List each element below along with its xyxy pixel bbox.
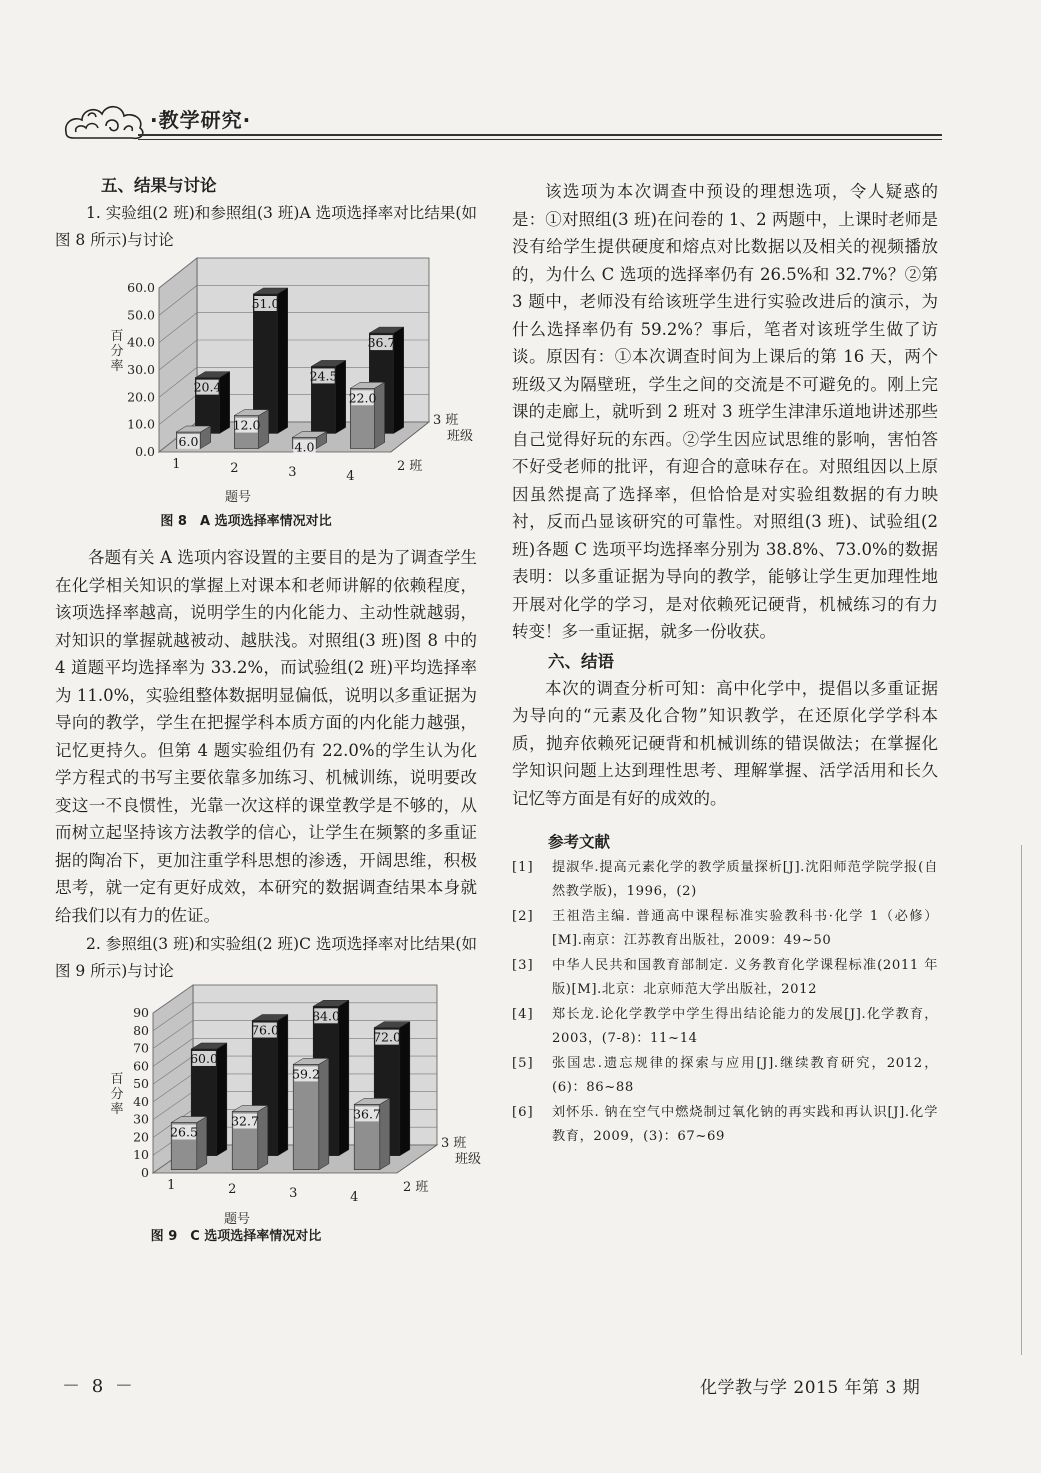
x-tick-label: 4: [350, 1190, 359, 1205]
data-label: 20.4: [193, 379, 222, 395]
x-tick-label: 2: [228, 1182, 237, 1197]
y-tick-label: 30: [133, 1111, 149, 1127]
reference-text: 中华人民共和国教育部制定. 义务教育化学课程标准(2011 年版)[M].北京：北京师范大学出版社，2012: [552, 958, 938, 997]
y-tick-label: 20: [133, 1129, 149, 1145]
data-label: 72.0: [373, 1029, 401, 1045]
data-label: 26.5: [170, 1124, 198, 1140]
bar-series-back-bar-side: [400, 1022, 410, 1156]
y-axis-label: 百: [110, 1072, 124, 1087]
y-tick-label: 60: [133, 1058, 149, 1074]
x-tick-label: 3: [288, 465, 297, 480]
bar-series-back-bar-side: [339, 1000, 349, 1155]
bar-series-front-bar-side: [319, 1058, 329, 1169]
series-label-back: 3 班: [433, 413, 459, 428]
reference-text: 刘怀乐. 钠在空气中燃烧制过氧化钠的再实践和再认识[J].化学教育，2009，(3)：67~69: [552, 1105, 938, 1144]
data-label: 76.0: [251, 1022, 279, 1038]
reference-text: 张国忠.遗忘规律的探索与应用[J].继续教育研究，2012，(6)：86~88: [552, 1056, 938, 1095]
data-label: 59.2: [292, 1066, 320, 1082]
reference-number: [5]: [512, 1056, 534, 1071]
y-tick-label: 30.0: [127, 362, 155, 377]
section-heading-conclusion: 六、结语: [548, 651, 614, 671]
data-label: 12.0: [232, 417, 261, 433]
data-label: 84.0: [312, 1008, 340, 1024]
reference-number: [4]: [512, 1007, 534, 1022]
x-tick-label: 2: [230, 461, 239, 476]
reference-text: 郑长龙.论化学教学中学生得出结论能力的发展[J].化学教育，2003，(7-8)：11~14: [552, 1007, 938, 1046]
chart-figure-8: [55, 260, 477, 510]
reference-item: [512, 905, 938, 952]
y-tick-label: 20.0: [127, 389, 155, 405]
page-number: － 8 －: [62, 1376, 136, 1397]
scan-edge-line: [1021, 845, 1022, 1355]
figure-9: [55, 991, 482, 1251]
reference-number: [6]: [512, 1105, 534, 1120]
x-axis-label: 题号: [224, 490, 252, 505]
header-rule-thin: [138, 139, 942, 140]
y-axis-label: 率: [110, 1102, 124, 1117]
x-tick-label: 3: [289, 1186, 298, 1201]
bar-series-front-bar-side: [380, 1098, 390, 1169]
right-column: [512, 178, 938, 1148]
figure-8: [55, 260, 477, 542]
y-tick-label: 10: [133, 1147, 149, 1163]
figure-9-caption: 图 9 C 选项选择率情况对比: [150, 1229, 322, 1244]
series-label-front: 2 班: [397, 459, 423, 474]
depth-axis-label: 班级: [447, 429, 474, 444]
subsection-1-title: 1. 实验组(2 班)和参照组(3 班)A 选项选择率对比结果(如图 8 所示)与讨论: [55, 204, 477, 249]
reference-text: 提淑华.提高元素化学的教学质量探析[J].沈阳师范学院学报(自然教学版)，1996，(2): [552, 860, 938, 899]
data-label: 36.7: [367, 335, 396, 351]
cloud-ornament-icon: [62, 92, 152, 144]
reference-item: [512, 954, 938, 1001]
y-axis-label: 分: [110, 344, 124, 359]
y-tick-label: 50.0: [127, 307, 155, 323]
reference-item: [512, 856, 938, 903]
series-label-front: 2 班: [403, 1180, 429, 1195]
reference-text: 王祖浩主编. 普通高中课程标准实验教科书·化学 1（必修）[M].南京：江苏教育出版社，2009：49~50: [552, 909, 938, 948]
y-tick-label: 0: [141, 1165, 149, 1180]
reference-number: [2]: [512, 909, 534, 924]
reference-number: [3]: [512, 958, 534, 973]
paragraph-c-option-discussion: 该选项为本次调查中预设的理想选项，令人疑惑的是：①对照组(3 班)在问卷的 1、2 两题中，上课时老师是没有给学生提供硬度和熔点对比数据以及相关的视频播放的，为什么 C 选项的选择率仍有 26.5%和 32.7%？②第 3 题中，老师没有给该班学生进行实验改进后的演示，为什么选择率仍有 59.2%？事后，笔者对该班学生做了访谈。原因有：①本次调查时间为上课后的第 16 天，两个班级又为隔壁班，学生之间的交流是不可避免的。刚上完课的走廊上，就听到 2 班对 3 班学生津津乐道地讲述那些自己觉得好玩的东西。②学生因应试思维的影响，害怕答不好受老师的批评，有迎合的意味存在。对照组因以上原因虽然提高了选择率，但恰恰是对实验组数据的有力映衬，反而凸显该研究的可靠性。对照组(3 班)、试验组(2 班)各题 C 选项平均选择率分别为 38.8%、73.0%的数据表明：以多重证据为导向的教学，能够让学生更加理性地开展对化学的学习，是对依赖死记硬背，机械练习的有力转变！多一重证据，就多一份收获。: [512, 182, 938, 641]
bar-series-back-bar-side: [278, 1015, 288, 1156]
journal-issue: 化学教与学 2015 年第 3 期: [700, 1378, 921, 1398]
y-axis-label: 百: [110, 329, 124, 344]
reference-number: [1]: [512, 860, 534, 875]
y-tick-label: 40.0: [127, 334, 155, 350]
paragraph-a-option-discussion: 各题有关 A 选项内容设置的主要目的是为了调查学生在化学相关知识的掌握上对课本和老师讲解的依赖程度，该项选择率越高，说明学生的内化能力、主动性就越弱，对知识的掌握就越被动、越肤浅。对照组(3 班)图 8 中的 4 道题平均选择率为 33.2%，而试验组(2 班)平均选择率为 11.0%，实验组整体数据明显偏低，说明以多重证据为导向的教学，学生在把握学科本质方面的内化能力越强，记忆更持久。但第 4 题实验组仍有 22.0%的学生认为化学方程式的书写主要依靠多加练习、机械训练，说明要改变这一不良惯性，光靠一次这样的课堂教学是不够的，从而树立起坚持该方法教学的信心，让学生在频繁的多重证据的陶冶下，更加注重学科思想的渗透，开阔思维，积极思考，就一定有更好成效，本研究的数据调查结果本身就给我们以有力的佐证。: [55, 548, 477, 925]
data-label: 51.0: [251, 296, 280, 311]
y-tick-label: 60.0: [127, 280, 155, 295]
depth-axis-label: 班级: [455, 1152, 482, 1167]
y-axis-label: 分: [110, 1087, 124, 1102]
x-tick-label: 1: [172, 457, 181, 472]
bar-series-front-bar-side: [197, 1117, 207, 1170]
subsection-2-title: 2. 参照组(3 班)和实验组(2 班)C 选项选择率对比结果(如图 9 所示)与讨论: [55, 935, 477, 980]
header-rule: [138, 134, 942, 136]
data-label: 4.0: [294, 439, 315, 455]
x-axis-label: 题号: [223, 1212, 251, 1227]
x-tick-label: 1: [167, 1178, 176, 1193]
section-heading-results: 五、结果与讨论: [101, 176, 217, 195]
y-axis-label: 率: [110, 359, 124, 374]
reference-item: [512, 1003, 938, 1050]
data-label: 6.0: [178, 434, 199, 449]
data-label: 36.7: [353, 1106, 381, 1122]
data-label: 24.5: [309, 368, 338, 384]
data-label: 22.0: [348, 390, 377, 406]
series-label-back: 3 班: [441, 1136, 467, 1151]
data-label: 32.7: [231, 1113, 259, 1129]
section-tag: ·教学研究·: [150, 108, 252, 132]
references-list: [512, 856, 938, 1148]
figure-8-caption: 图 8 A 选项选择率情况对比: [160, 514, 332, 529]
reference-item: [512, 1052, 938, 1099]
y-tick-label: 50: [133, 1076, 149, 1092]
y-tick-label: 90: [133, 1005, 149, 1020]
y-tick-label: 10.0: [127, 416, 155, 432]
page-header: [62, 92, 942, 152]
references-title: 参考文献: [548, 833, 611, 851]
y-tick-label: 40: [133, 1093, 149, 1109]
y-tick-label: 0.0: [135, 444, 155, 459]
bar-series-back-bar-side: [217, 1043, 227, 1156]
chart-figure-9: [55, 991, 482, 1227]
bar-series-front-bar-side: [258, 1106, 268, 1170]
y-tick-label: 80: [133, 1022, 149, 1038]
x-tick-label: 4: [346, 469, 355, 484]
data-label: 60.0: [190, 1050, 218, 1066]
paragraph-conclusion: 本次的调查分析可知：高中化学中，提倡以多重证据为导向的“元素及化合物”知识教学，在还原化学学科本质，抛弃依赖死记硬背和机械训练的错误做法；在掌握化学知识问题上达到理性思考、理解掌握、活学活用和长久记忆等方面是有好的成效的。: [512, 678, 938, 808]
y-tick-label: 70: [133, 1040, 149, 1056]
left-column: [55, 172, 482, 1251]
reference-item: [512, 1101, 938, 1148]
